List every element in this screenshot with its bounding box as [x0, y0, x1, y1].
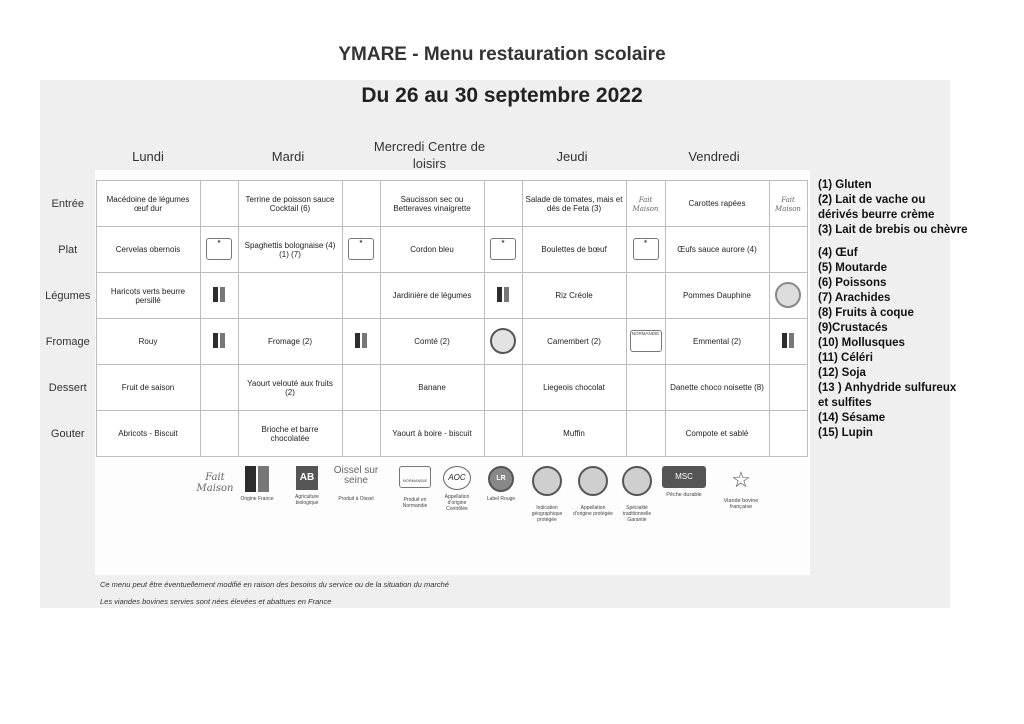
- logo-cell: [626, 181, 665, 227]
- logo-cell: [626, 411, 665, 457]
- table-row: [40, 181, 807, 227]
- logo-cell: [626, 319, 665, 365]
- fait-maison-icon: Fait Maison: [196, 472, 234, 494]
- legend-caption: Agriculture biologique: [295, 494, 319, 506]
- legend-caption: Produit en Normandie: [402, 497, 428, 509]
- logo-cell: [342, 411, 380, 457]
- dish-vendredi-plat: Œufs sauce aurore (4): [665, 227, 769, 273]
- logo-cell: [769, 411, 807, 457]
- page-title: YMARE - Menu restauration scolaire: [338, 44, 666, 65]
- allergen-item: (5) Moutarde: [818, 262, 887, 274]
- table-row: [40, 365, 807, 411]
- dish-jeudi-legumes: Riz Créole: [522, 273, 626, 319]
- dish-mercredi-gouter: Yaourt à boire - biscuit: [380, 411, 484, 457]
- allergen-item: (11) Céléri: [818, 352, 873, 364]
- msc-icon: MSC: [662, 466, 706, 488]
- dish-mercredi-dessert: Banane: [380, 365, 484, 411]
- allergen-item: (10) Mollusques: [818, 337, 905, 349]
- logo-cell: [200, 227, 238, 273]
- logo-cell: [342, 365, 380, 411]
- origine-france-icon: [212, 341, 226, 350]
- legend-item: [481, 466, 521, 502]
- logo-cell: [200, 319, 238, 365]
- origine-france-icon: [781, 341, 795, 350]
- legend-item: [235, 466, 279, 502]
- dish-jeudi-dessert: Liegeois chocolat: [522, 365, 626, 411]
- table-row: [40, 411, 807, 457]
- viande-bovine-icon: ★: [348, 238, 374, 260]
- logo-cell: [769, 181, 807, 227]
- day-header-mardi: Mardi: [271, 149, 305, 164]
- day-header-vendredi: Vendredi: [688, 149, 740, 164]
- logo-cell: [769, 227, 807, 273]
- logo-cell: [484, 319, 522, 365]
- normandie-icon: NORMANDIE: [630, 330, 662, 352]
- logo-cell: [342, 273, 380, 319]
- allergen-item: (7) Arachides: [818, 292, 891, 304]
- legend-item: [195, 466, 235, 494]
- dish-vendredi-fromage: Emmental (2): [665, 319, 769, 365]
- legend-item: [571, 466, 615, 517]
- allergen-item: (4) Œuf: [818, 247, 858, 259]
- dish-jeudi-entree: Salade de tomates, mais et dés de Feta (3): [522, 181, 626, 227]
- logo-cell: [626, 365, 665, 411]
- legend-caption: Indication géographique protégée: [531, 505, 563, 523]
- label-rouge-icon: LR: [488, 466, 514, 492]
- logo-cell: [484, 365, 522, 411]
- viande-bovine-icon: ★: [206, 238, 232, 260]
- dish-jeudi-gouter: Muffin: [522, 411, 626, 457]
- logo-cell: [484, 411, 522, 457]
- fait-maison-icon: Fait Maison: [775, 195, 801, 213]
- logo-cell: [200, 411, 238, 457]
- origine-france-icon: [354, 341, 368, 350]
- dish-lundi-gouter: Abricots - Biscuit: [96, 411, 200, 457]
- dish-lundi-dessert: Fruit de saison: [96, 365, 200, 411]
- origine-france-icon: [496, 295, 510, 304]
- dish-lundi-fromage: Rouy: [96, 319, 200, 365]
- dish-mardi-legumes: [238, 273, 342, 319]
- origine-france-icon: [240, 466, 274, 492]
- legend-caption: Spécialité traditionnelle Garantie: [622, 505, 652, 523]
- legend-caption: Appellation d'origine Contrôlée: [444, 494, 470, 512]
- table-row: [40, 273, 807, 319]
- dish-mercredi-entree: Saucisson sec ou Betteraves vinaigrette: [380, 181, 484, 227]
- legend-item: [287, 466, 327, 506]
- dish-mardi-entree: Terrine de poisson sauce Cocktail (6): [238, 181, 342, 227]
- dish-jeudi-plat: Boulettes de bœuf: [522, 227, 626, 273]
- logo-cell: [484, 181, 522, 227]
- dish-lundi-plat: Cervelas obernois: [96, 227, 200, 273]
- dish-mardi-plat: Spaghettis bolognaise (4) (1) (7): [238, 227, 342, 273]
- legend-item: [525, 466, 569, 523]
- dish-mardi-gouter: Brioche et barre chocolatée: [238, 411, 342, 457]
- day-header-mercredi: Mercredi Centre de loisirs: [373, 139, 486, 171]
- allergen-item: (3) Lait de brebis ou chèvre: [818, 224, 968, 236]
- normandie-icon: NORMANDIE: [399, 466, 431, 488]
- dish-mercredi-legumes: Jardinière de légumes: [380, 273, 484, 319]
- dish-mercredi-plat: Cordon bleu: [380, 227, 484, 273]
- logo-cell: [484, 227, 522, 273]
- oissel-icon: Oissel sur seine: [333, 465, 379, 486]
- logo-cell: [769, 273, 807, 319]
- dish-lundi-legumes: Haricots verts beurre persillé: [96, 273, 200, 319]
- legend-item: [437, 466, 477, 512]
- allergen-item: (12) Soja: [818, 367, 866, 379]
- legend-item: [721, 466, 761, 510]
- allergen-item: (13 ) Anhydride sulfureux et sulfites: [818, 382, 957, 409]
- allergen-item: (14) Sésame: [818, 412, 886, 424]
- row-label-fromage: Fromage: [45, 335, 90, 348]
- viande-bovine-icon: ☆: [731, 467, 751, 492]
- footer-note: Ce menu peut être éventuellement modifié en raison des besoins du service ou de la situation du marché: [100, 580, 449, 589]
- aop-icon: [578, 466, 608, 496]
- allergen-item: (15) Lupin: [818, 427, 873, 439]
- table-row: [40, 319, 807, 365]
- dish-vendredi-gouter: Compote et sablé: [665, 411, 769, 457]
- logo-cell: [342, 319, 380, 365]
- row-label-plat: Plat: [58, 243, 78, 256]
- allergen-item: (8) Fruits à coque: [818, 307, 914, 319]
- fait-maison-icon: Fait Maison: [632, 195, 659, 213]
- legend-item: [331, 466, 381, 502]
- legend-caption: Pêche durable: [666, 492, 702, 498]
- logo-cell: [769, 365, 807, 411]
- allergen-item: (1) Gluten: [818, 179, 872, 191]
- row-label-dessert: Dessert: [48, 381, 87, 394]
- table-row: [40, 227, 807, 273]
- logo-cell: [484, 273, 522, 319]
- row-label-gouter: Gouter: [50, 427, 85, 440]
- dish-mardi-dessert: Yaourt velouté aux fruits (2): [238, 365, 342, 411]
- dish-jeudi-fromage: Camembert (2): [522, 319, 626, 365]
- date-range: Du 26 au 30 septembre 2022: [361, 84, 643, 107]
- legend-caption: Label Rouge: [486, 496, 516, 502]
- leaf-icon: [775, 282, 801, 308]
- ab-icon: AB: [296, 466, 318, 490]
- origine-france-icon: [212, 295, 226, 304]
- logo-cell: [626, 227, 665, 273]
- legend-item: [393, 466, 437, 509]
- dish-mercredi-fromage: Comté (2): [380, 319, 484, 365]
- allergen-item: (2) Lait de vache ou dérivés beurre crème: [818, 194, 935, 221]
- igp-icon: [532, 466, 562, 496]
- row-label-entree: Entrée: [51, 197, 84, 210]
- legend-item: [659, 466, 709, 498]
- menu-table: [40, 180, 808, 457]
- viande-bovine-icon: ★: [633, 238, 659, 260]
- legend-caption: Produit à Oissel: [338, 496, 374, 502]
- aop-icon: [490, 328, 516, 354]
- logo-cell: [200, 273, 238, 319]
- dish-lundi-entree: Macédoine de légumes œuf dur: [96, 181, 200, 227]
- allergen-list: [818, 178, 968, 441]
- dish-vendredi-legumes: Pommes Dauphine: [665, 273, 769, 319]
- aoc-icon: AOC: [443, 466, 471, 490]
- dish-vendredi-entree: Carottes rapées: [665, 181, 769, 227]
- allergen-item: (6) Poissons: [818, 277, 887, 289]
- footer-note: Les viandes bovines servies sont nées élevées et abattues en France: [100, 597, 332, 606]
- logo-cell: [342, 181, 380, 227]
- row-label-legumes: Légumes: [45, 289, 91, 302]
- dish-mardi-fromage: Fromage (2): [238, 319, 342, 365]
- logo-cell: [769, 319, 807, 365]
- logo-cell: [626, 273, 665, 319]
- allergen-item: (9)Crustacés: [818, 322, 888, 334]
- label-legend: [195, 466, 775, 556]
- logo-cell: [200, 365, 238, 411]
- day-header-jeudi: Jeudi: [556, 149, 588, 164]
- legend-caption: Origine France: [240, 496, 274, 502]
- logo-cell: [342, 227, 380, 273]
- logo-cell: [200, 181, 238, 227]
- legend-item: [615, 466, 659, 523]
- day-header-lundi: Lundi: [132, 149, 164, 164]
- stg-icon: [622, 466, 652, 496]
- legend-caption: Viande bovine française: [723, 498, 759, 510]
- viande-bovine-icon: ★: [490, 238, 516, 260]
- legend-caption: Appellation d'origine protégée: [573, 505, 613, 517]
- dish-vendredi-dessert: Danette choco noisette (8): [665, 365, 769, 411]
